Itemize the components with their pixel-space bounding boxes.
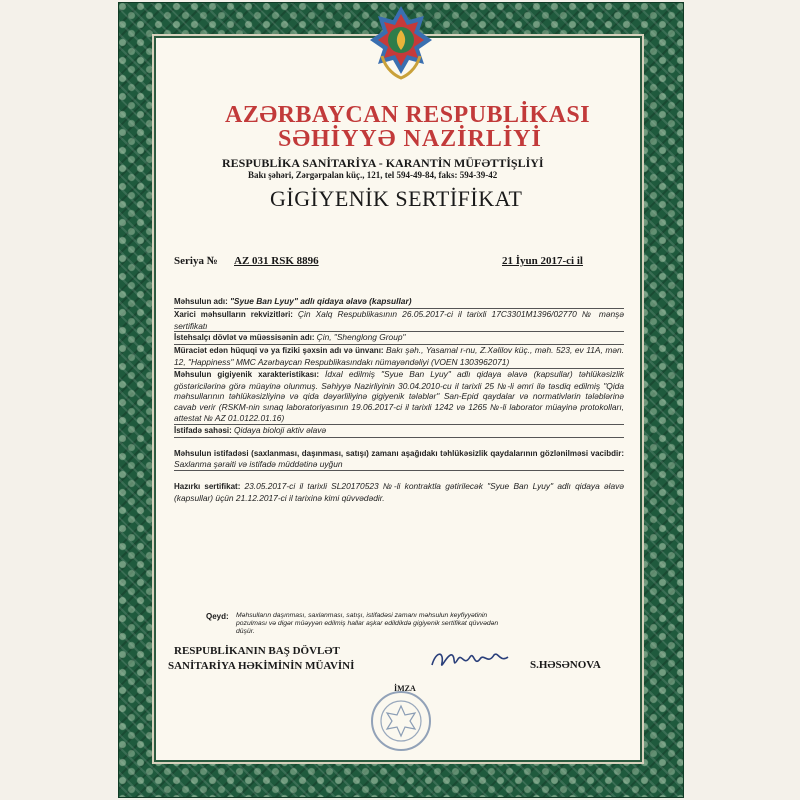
header-inspectorate: RESPUBLİKA SANİTARİYA - KARANTİN MÜFƏTTİŞLİYİ <box>222 156 544 170</box>
signature-label: İMZA <box>394 684 416 693</box>
signatory-title-line1: RESPUBLİKANIN BAŞ DÖVLƏT <box>174 645 340 657</box>
header-address: Bakı şəhəri, Zərgərpalan küç., 121, tel 594-49-84, faks: 594-39-42 <box>248 170 498 180</box>
field-hygiene: Məhsulun gigiyenik xarakteristikası: İdxal edilmiş "Syue Ban Lyuy" adlı qidaya əlavə (kapsullar) təhlükəsizlik göstəricilərinə görə müayinə olunmuş. Səhiyyə Nazirliyinin 30.04.2010-cu il tarixli 25 №-li əmri ilə təsdiq edilmiş "Qida məhsullarının təhlükəsizliyinə və qida dəyərliliyinə gigiyenik tələblər" San-Epid qaydalar və normativlərin tələblərinə cavab verir (RSKM-nin sınaq laboratoriyasının 19.06.2017-ci il tarixli 1242 və 1265 №-li laborator müayinə protokolları, attestat № AZ 01.0122.01.16) <box>174 368 624 423</box>
series-label: Seriya № <box>174 255 218 267</box>
header-country: AZƏRBAYCAN RESPUBLİKASI <box>225 102 591 128</box>
field-storage: Məhsulun istifadəsi (saxlanması, daşınması, satışı) zamanı aşağıdakı təhlükəsizlik qaydalarının gözlənilməsi vacibdir: Saxlanma şəraiti və istifadə müddətinə uyğun <box>174 448 624 470</box>
field-applicant: Müraciət edən hüquqi və ya fiziki şəxsin adı və ünvanı: Bakı şəh., Yasamal r-nu, Z.Xəlilov küç., məh. 523, ev 11A, mən. 12, "Happiness" MMC Azərbaycan Respublikasındakı nümayəndəliyi (VOEN 1303962071) <box>174 345 624 367</box>
certificate-body <box>174 296 624 504</box>
state-emblem-icon <box>368 4 434 80</box>
header-ministry: SƏHİYYƏ NAZİRLİYİ <box>278 126 542 152</box>
series-number: AZ 031 RSK 8896 <box>234 255 319 267</box>
note-label: Qeyd: <box>206 612 229 621</box>
signatory-title-line2: SANİTARİYA HƏKİMİNİN MÜAVİNİ <box>168 660 355 672</box>
field-producer: İstehsalçı dövlət və müəssisənin adı: Çin, "Shenglong Group" <box>174 332 624 345</box>
note-text: Məhsulların daşınması, saxlanması, satışı, istifadəsi zamanı məhsulun keyfiyyətinin pozulması və digər müəyyən edilmiş hallar aşkar edildikdə gigiyenik sertifikat qüvvədən düşür. <box>236 612 499 635</box>
field-foreign-requisites: Xarici məhsulların rekvizitləri: Çin Xalq Respublikasının 26.05.2017-ci il tarixli 17C3301M1396/02770 № mənşə sertifikatı <box>174 308 624 331</box>
handwritten-signature <box>428 645 512 675</box>
field-validity: Hazırkı sertifikat: 23.05.2017-ci il tarixli SL20170523 №-li kontraktla gətirilecək "Syue Ban Lyuy" adlı qidaya əlavə (kapsullar) üçün 21.12.2017-ci il tarixinə kimi qüvvədədir. <box>174 481 625 503</box>
issue-date: 21 İyun 2017-ci il <box>502 255 583 267</box>
field-usage: İstifadə sahəsi: Qidaya bioloji aktiv əlavə <box>174 425 624 438</box>
signatory-name: S.HƏSƏNOVA <box>530 659 601 671</box>
field-product: Məhsulun adı: "Syue Ban Lyuy" adlı qidaya əlavə (kapsullar) <box>174 296 624 309</box>
official-seal-icon <box>370 690 432 752</box>
document-title: GİGİYENİK SERTİFİKAT <box>270 186 523 211</box>
